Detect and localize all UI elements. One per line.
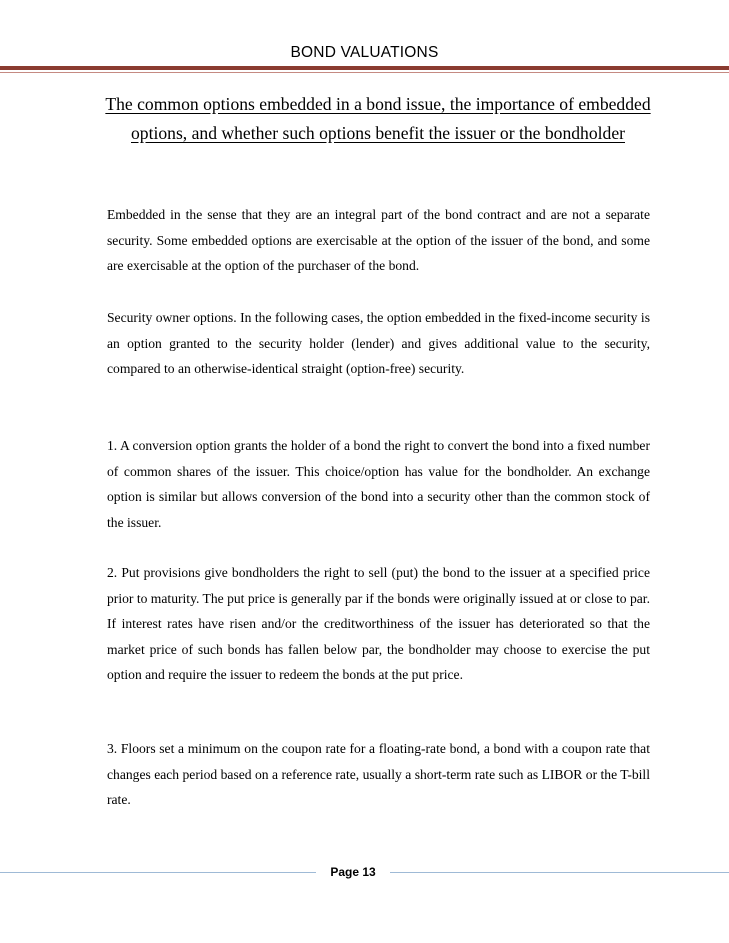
running-header: BOND VALUATIONS (290, 44, 439, 61)
paragraph-conversion-option: 1. A conversion option grants the holder of a bond the right to convert the bond into a fixed number of common shares of the issuer. This choice/option has value for the bondholder. An exchange option is similar but allows conversion of the bond into a security other than the common stock of the issuer. (107, 438, 650, 530)
paragraph-embedded-options-intro: Embedded in the sense that they are an integral part of the bond contract and are not a separate security. Some embedded options are exercisable at the option of the issuer of the bond, and some are exercisable at the option of the purchaser of the bond. (107, 207, 650, 273)
footer-rule-left (0, 872, 316, 873)
header-rule (0, 66, 729, 70)
document-title: The common options embedded in a bond issue, the importance of embedded options, and whether such options benefit the issuer or the bondholder (105, 94, 651, 143)
paragraph-put-provisions: 2. Put provisions give bondholders the right to sell (put) the bond to the issuer at a specified price prior to maturity. The put price is generally par if the bonds were originally issued at or close to par. If interest rates have risen and/or the creditworthiness of the issuer has deteriorated so that the market price of such bonds has fallen below par, the bondholder may choose to exercise the put option and require the issuer to redeem the bonds at the put price. (107, 565, 650, 682)
paragraph-security-owner-options: Security owner options. In the following cases, the option embedded in the fixed-income security is an option granted to the security holder (lender) and gives additional value to the security, compared to an otherwise-identical straight (option-free) security. (107, 310, 650, 376)
page-number: Page 13 (330, 865, 376, 879)
paragraph-floors: 3. Floors set a minimum on the coupon rate for a floating-rate bond, a bond with a coupon rate that changes each period based on a reference rate, usually a short-term rate such as LIBOR or the T-bill rate. (107, 741, 650, 807)
header-rule-thin (0, 72, 729, 73)
footer-rule-right (390, 872, 729, 873)
